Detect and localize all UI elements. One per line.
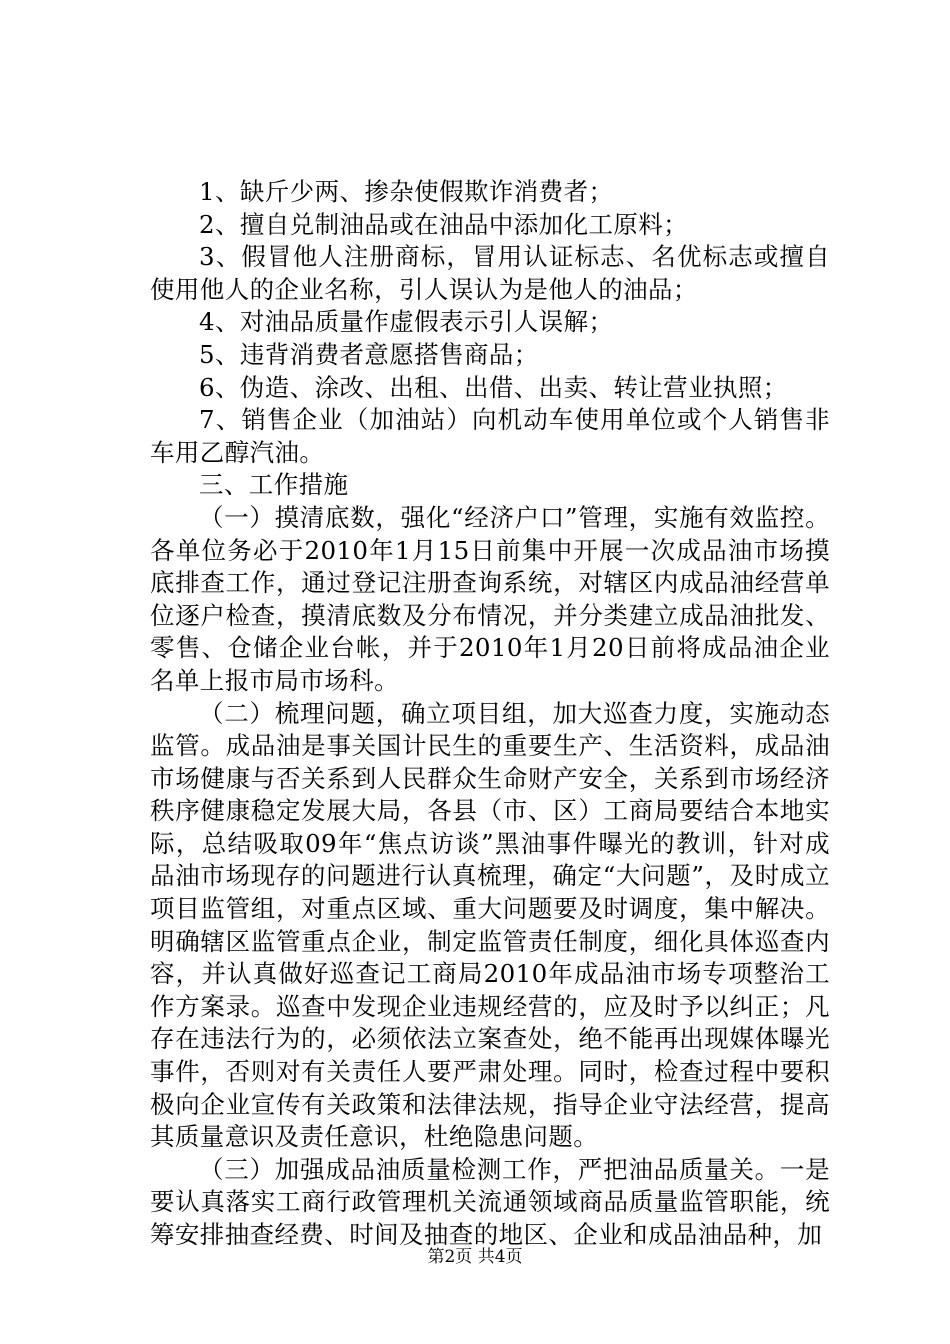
measure-paragraph-2: （二）梳理问题，确立项目组，加大巡查力度，实施动态监管。成品油是事关国计民生的重要生产、生活资料，成品油市场健康与否关系到人民群众生命财产安全，关系到市场经济秩序健康稳定发展大局，各县（市、区）工商局要结合本地实际，总结吸取09年“焦点访谈”黑油事件曝光的教训，针对成品油市场现存的问题进行认真梳理，确定“大问题”，及时成立项目监管组，对重点区域、重大问题要及时调度，集中解决。明确辖区监管重点企业，制定监管责任制度，细化具体巡查内容，并认真做好巡查记工商局2010年成品油市场专项整治工作方案录。巡查中发现企业违规经营的，应及时予以纠正；凡存在违法行为的，必须依法立案查处，绝不能再出现媒体曝光事件，否则对有关责任人要严肃处理。同时，检查过程中要积极向企业宣传有关政策和法律法规，指导企业守法经营，提高其质量意识及责任意识，杜绝隐患问题。	[150, 698, 830, 1152]
list-item-4: 4、对油品质量作虚假表示引人误解；	[199, 307, 614, 337]
list-item-6: 6、伪造、涂改、出租、出借、出卖、转让营业执照；	[199, 372, 788, 402]
list-item-2: 2、擅自兑制油品或在油品中添加化工原料；	[199, 209, 689, 239]
list-item-1: 1、缺斤少两、掺杂使假欺诈消费者；	[199, 177, 614, 206]
section-heading: 三、工作措施	[199, 470, 349, 500]
measure-paragraph-3: （三）加强成品油质量检测工作，严把油品质量关。一是要认真落实工商行政管理机关流通领域商品质量监管职能，统筹安排抽查经费、时间及抽查的地区、企业和成品油品种，加	[150, 1154, 830, 1249]
list-item-5: 5、违背消费者意愿搭售商品；	[199, 339, 539, 369]
document-body	[150, 176, 830, 1252]
list-item-3: 3、假冒他人注册商标，冒用认证标志、名优标志或擅自使用他人的企业名称，引人误认为是他人的油品；	[150, 242, 830, 304]
measure-paragraph-1: （一）摸清底数，强化“经济户口”管理，实施有效监控。各单位务必于2010年1月15日前集中开展一次成品油市场摸底排查工作，通过登记注册查询系统，对辖区内成品油经营单位逐户检查，摸清底数及分布情况，并分类建立成品油批发、零售、仓储企业台帐，并于2010年1月20日前将成品油企业名单上报市局市场科。	[150, 502, 830, 695]
page-number-footer: 第2页 共4页	[427, 1247, 523, 1267]
list-item-7: 7、销售企业（加油站）向机动车使用单位或个人销售非车用乙醇汽油。	[150, 405, 830, 467]
